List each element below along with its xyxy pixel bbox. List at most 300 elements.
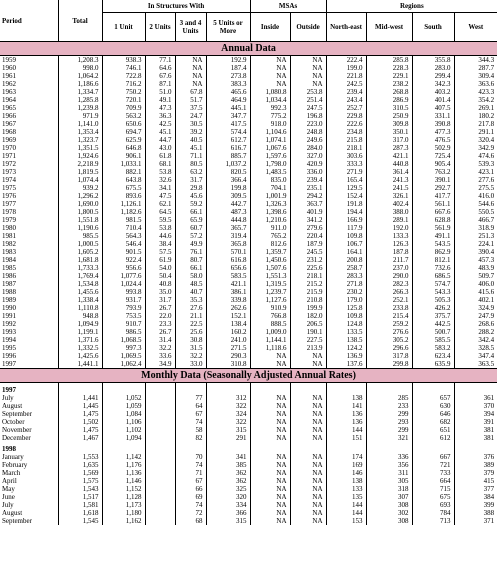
table-cell: 319.4 <box>206 232 250 240</box>
row-period: 1960 <box>2 64 16 72</box>
table-cell: 336 <box>366 453 412 461</box>
table-cell: 259.2 <box>366 320 412 328</box>
table-cell: 1,545 <box>58 517 102 525</box>
row-period: September <box>2 517 32 525</box>
table-cell: 539.3 <box>454 160 497 168</box>
table-cell: 23.3 <box>145 320 175 328</box>
table-cell: 239.4 <box>326 88 366 96</box>
table-cell: 363.6 <box>454 80 497 88</box>
table-cell: 299.4 <box>412 72 454 80</box>
table-cell: 211.7 <box>366 256 412 264</box>
table-row <box>0 501 497 509</box>
table-cell: 31.7 <box>145 296 175 304</box>
table-cell: 1,068.5 <box>102 336 145 344</box>
table-cell: 583.2 <box>412 344 454 352</box>
table-cell: 546.4 <box>102 240 145 248</box>
table-cell: 1,052 <box>102 394 145 402</box>
table-cell: 910.9 <box>250 304 290 312</box>
table-cell: 835.0 <box>250 176 290 184</box>
table-cell: 765.2 <box>250 232 290 240</box>
row-period: 1975 <box>2 184 16 192</box>
row-period: 1987 <box>2 280 16 288</box>
table-cell: 137.6 <box>326 360 366 369</box>
table-cell: 67 <box>175 477 206 485</box>
row-period: 1990 <box>2 304 16 312</box>
table-cell: 401.9 <box>290 208 326 216</box>
table-cell: 491.1 <box>412 232 454 240</box>
table-cell: 500.7 <box>412 328 454 336</box>
table-cell: NA <box>290 394 326 402</box>
table-cell: NA <box>290 509 326 517</box>
table-cell: 616.8 <box>206 256 250 264</box>
table-cell: NA <box>250 434 290 442</box>
table-cell: 54.0 <box>145 264 175 272</box>
table-cell: 423.3 <box>454 88 497 96</box>
header-south: South <box>412 13 454 42</box>
table-cell: 939.2 <box>58 184 102 192</box>
table-cell: 39.2 <box>175 128 206 136</box>
year-heading: 1998 <box>2 445 16 453</box>
table-cell: 440.8 <box>366 160 412 168</box>
table-cell: 68.1 <box>145 160 175 168</box>
table-row <box>0 352 497 360</box>
table-cell: 289.1 <box>366 216 412 224</box>
table-cell: 905.4 <box>412 160 454 168</box>
table-cell: 1,553 <box>58 453 102 461</box>
table-cell: 1,517 <box>58 493 102 501</box>
table-cell: 992.3 <box>250 104 290 112</box>
table-cell: 656.6 <box>206 264 250 272</box>
table-cell: 1,094 <box>102 434 145 442</box>
table-row <box>0 56 497 65</box>
table-cell: 309.8 <box>366 120 412 128</box>
table-cell: 135 <box>326 493 366 501</box>
table-cell: 72 <box>175 509 206 517</box>
row-period: 1970 <box>2 144 16 152</box>
table-cell: 26.7 <box>145 304 175 312</box>
table-cell: 268.6 <box>454 320 497 328</box>
row-period: January <box>2 453 24 461</box>
table-row <box>0 434 497 442</box>
table-cell: 76.1 <box>175 248 206 256</box>
header-west: West <box>454 13 497 42</box>
table-cell: 324.9 <box>454 304 497 312</box>
table-cell: 664 <box>412 477 454 485</box>
table-cell: 402.1 <box>454 296 497 304</box>
table-cell: 812.1 <box>412 256 454 264</box>
table-cell: 361.4 <box>366 168 412 176</box>
table-cell: 327.0 <box>290 152 326 160</box>
table-cell: 693 <box>412 501 454 509</box>
row-period: 1962 <box>2 80 16 88</box>
table-cell: 1,798.0 <box>250 160 290 168</box>
table-cell: 415.6 <box>454 288 497 296</box>
table-cell: 325 <box>206 485 250 493</box>
table-cell: 379 <box>454 469 497 477</box>
table-cell: 253.8 <box>290 88 326 96</box>
table-cell <box>145 402 175 410</box>
header-midwest: Mid-west <box>366 13 412 42</box>
table-cell: 646.8 <box>102 144 145 152</box>
table-row <box>0 208 497 216</box>
row-period: 1982 <box>2 240 16 248</box>
table-cell: 1,551.3 <box>250 272 290 280</box>
table-row <box>0 120 497 128</box>
table-cell: 307 <box>366 493 412 501</box>
header-in-structures-with: In Structures With <box>102 0 250 13</box>
table-cell: 322 <box>206 418 250 426</box>
table-cell: 210.8 <box>290 296 326 304</box>
table-body <box>0 42 497 526</box>
table-cell: 1,067.6 <box>250 144 290 152</box>
table-cell <box>145 469 175 477</box>
table-cell: 612.7 <box>206 136 250 144</box>
table-cell: 564.3 <box>102 232 145 240</box>
table-cell: 356 <box>366 461 412 469</box>
table-cell: 33.0 <box>175 360 206 369</box>
table-cell: 574.4 <box>206 128 250 136</box>
table-cell: 290.3 <box>206 352 250 360</box>
table-cell: 206.5 <box>290 320 326 328</box>
table-cell: 80.5 <box>175 160 206 168</box>
table-cell: 385 <box>206 461 250 469</box>
table-row <box>0 112 497 120</box>
table-cell: 1,323.7 <box>58 136 102 144</box>
table-cell: 421.1 <box>366 152 412 160</box>
table-cell: 242.5 <box>326 80 366 88</box>
table-row <box>0 216 497 224</box>
table-cell: 309.4 <box>454 72 497 80</box>
table-cell: NA <box>290 360 326 369</box>
table-cell: 40.5 <box>175 136 206 144</box>
table-cell: 40.7 <box>175 288 206 296</box>
table-cell: 199.9 <box>290 304 326 312</box>
table-cell: 64.5 <box>145 208 175 216</box>
table-cell: 233.8 <box>366 304 412 312</box>
table-cell: 1,173 <box>102 501 145 509</box>
table-cell: 31.5 <box>175 344 206 352</box>
table-cell: 146 <box>326 469 366 477</box>
table-cell: 287.7 <box>454 64 497 72</box>
table-cell <box>145 485 175 493</box>
table-cell: 60.7 <box>175 224 206 232</box>
row-period: December <box>2 434 31 442</box>
table-row <box>0 485 497 493</box>
table-cell: 371 <box>454 517 497 525</box>
table-cell: 282.3 <box>366 280 412 288</box>
table-cell: 221.8 <box>326 72 366 80</box>
table-row <box>0 402 497 410</box>
table-cell: 812.6 <box>250 240 290 248</box>
table-cell: 152.4 <box>326 192 366 200</box>
table-cell: 417.5 <box>206 120 250 128</box>
table-cell: 381 <box>454 426 497 434</box>
table-cell: NA <box>290 72 326 80</box>
table-cell: 386.1 <box>206 288 250 296</box>
table-cell: 1,351.5 <box>58 144 102 152</box>
table-cell: NA <box>290 352 326 360</box>
table-cell: NA <box>290 426 326 434</box>
table-cell: 222.4 <box>326 56 366 65</box>
table-cell: 1,551.8 <box>58 216 102 224</box>
table-cell: 164.1 <box>326 248 366 256</box>
row-period: 1978 <box>2 208 16 216</box>
table-cell: 986.5 <box>102 328 145 336</box>
table-cell: 623.4 <box>412 352 454 360</box>
table-cell: 406.0 <box>454 280 497 288</box>
table-cell: 230.2 <box>326 288 366 296</box>
table-cell: 362 <box>206 477 250 485</box>
row-period: 1984 <box>2 256 16 264</box>
table-cell: 229.8 <box>326 112 366 120</box>
table-cell: 370 <box>454 402 497 410</box>
table-cell: 820.5 <box>206 168 250 176</box>
table-cell: 136 <box>326 418 366 426</box>
table-row <box>0 184 497 192</box>
table-cell: 77.1 <box>145 56 175 65</box>
table-cell: 57.5 <box>145 248 175 256</box>
table-cell: 292.7 <box>412 184 454 192</box>
table-cell: 1,398.6 <box>250 208 290 216</box>
table-cell: 223.0 <box>290 120 326 128</box>
table-cell: 67.8 <box>175 88 206 96</box>
table-cell <box>145 394 175 402</box>
table-cell: 40.8 <box>145 280 175 288</box>
table-cell: 1,176 <box>102 461 145 469</box>
table-cell: 305.2 <box>366 336 412 344</box>
table-cell: 328.5 <box>454 344 497 352</box>
table-cell: NA <box>290 469 326 477</box>
table-cell: 152.1 <box>206 312 250 320</box>
table-cell: 284.0 <box>290 144 326 152</box>
table-row <box>0 453 497 461</box>
table-cell: 199.8 <box>206 184 250 192</box>
table-cell: 1,575 <box>58 477 102 485</box>
table-cell: 271.9 <box>326 168 366 176</box>
row-period: 1964 <box>2 96 16 104</box>
table-cell: 1,597.6 <box>250 152 290 160</box>
table-row <box>0 232 497 240</box>
table-cell: 239.4 <box>290 176 326 184</box>
table-cell: 1,467 <box>58 434 102 442</box>
table-cell: 1,353.4 <box>58 128 102 136</box>
table-cell: 80.7 <box>175 256 206 264</box>
table-cell: 252.1 <box>366 296 412 304</box>
table-cell: 643.8 <box>102 176 145 184</box>
table-cell: 1,162 <box>102 517 145 525</box>
table-cell: 67 <box>175 410 206 418</box>
table-cell: 220.4 <box>290 232 326 240</box>
table-cell: NA <box>290 418 326 426</box>
table-cell: 200.8 <box>326 256 366 264</box>
header-5-units-or-more: 5 Units or More <box>206 13 250 42</box>
table-cell: 1,182.6 <box>102 208 145 216</box>
table-cell: 238.2 <box>366 80 412 88</box>
table-row <box>0 344 497 352</box>
table-row <box>0 288 497 296</box>
table-cell: 1,180 <box>102 509 145 517</box>
table-cell: 347.7 <box>206 112 250 120</box>
table-cell: NA <box>250 453 290 461</box>
header-msas: MSAs <box>250 0 326 13</box>
table-cell: 138.4 <box>206 320 250 328</box>
table-row <box>0 410 497 418</box>
table-cell: 1,483.5 <box>250 168 290 176</box>
table-cell: NA <box>250 402 290 410</box>
table-cell: 285.8 <box>366 56 412 65</box>
table-cell: 66.1 <box>175 208 206 216</box>
table-cell: 442.7 <box>206 200 250 208</box>
table-cell: 1,534.8 <box>58 280 102 288</box>
table-cell: 288.2 <box>454 328 497 336</box>
table-cell: NA <box>290 64 326 72</box>
table-cell: 1,475 <box>58 410 102 418</box>
table-cell: 179.0 <box>326 296 366 304</box>
table-cell: 191.8 <box>326 200 366 208</box>
table-cell: 583.5 <box>206 272 250 280</box>
table-cell: 862.9 <box>412 248 454 256</box>
row-period: 1993 <box>2 328 16 336</box>
table-cell: 24.7 <box>175 112 206 120</box>
table-cell: 1,635 <box>58 461 102 469</box>
table-cell: 229.1 <box>366 72 412 80</box>
row-period: 1976 <box>2 192 16 200</box>
table-cell: 628.8 <box>412 216 454 224</box>
row-period: 1983 <box>2 248 16 256</box>
table-row <box>0 224 497 232</box>
table-cell: 651 <box>412 426 454 434</box>
table-cell: 299 <box>366 426 412 434</box>
table-cell: 477.3 <box>412 128 454 136</box>
table-cell: 1,800.5 <box>58 208 102 216</box>
table-cell: 334 <box>206 501 250 509</box>
table-cell: 299 <box>366 410 412 418</box>
table-cell: 1,074.4 <box>58 176 102 184</box>
table-cell: 550.5 <box>454 208 497 216</box>
table-cell: 217.8 <box>454 120 497 128</box>
table-cell: 228.3 <box>366 64 412 72</box>
table-cell: 585.5 <box>412 336 454 344</box>
row-period: 1963 <box>2 88 16 96</box>
table-cell: 350.1 <box>366 128 412 136</box>
table-cell: 233 <box>366 402 412 410</box>
table-cell: 50.4 <box>145 272 175 280</box>
table-cell: 320 <box>206 493 250 501</box>
table-cell: 342.9 <box>454 144 497 152</box>
table-cell: 69 <box>175 493 206 501</box>
table-cell: 196.8 <box>290 112 326 120</box>
table-cell: 1,059 <box>102 402 145 410</box>
table-cell: 375.7 <box>412 312 454 320</box>
table-cell: NA <box>250 352 290 360</box>
table-cell: 45.6 <box>175 192 206 200</box>
table-cell: 1,445 <box>58 402 102 410</box>
table-cell: 1,681.8 <box>58 256 102 264</box>
table-cell: 187.9 <box>290 240 326 248</box>
table-cell: 1,118.6 <box>250 344 290 352</box>
table-cell: 341 <box>206 453 250 461</box>
table-cell: 444.8 <box>206 216 250 224</box>
row-period: 1980 <box>2 224 16 232</box>
table-cell <box>145 434 175 442</box>
table-cell: 241.3 <box>366 176 412 184</box>
table-cell: 725.4 <box>412 152 454 160</box>
table-cell: NA <box>175 64 206 72</box>
table-row <box>0 144 497 152</box>
table-cell: 22.5 <box>175 320 206 328</box>
header-2-units: 2 Units <box>145 13 175 42</box>
table-cell: 1,034.4 <box>250 96 290 104</box>
table-cell: 215.9 <box>290 288 326 296</box>
table-cell: 544.6 <box>454 200 497 208</box>
table-cell: 377 <box>454 485 497 493</box>
table-cell: 716.2 <box>102 80 145 88</box>
row-period: 1981 <box>2 232 16 240</box>
table-cell: 136 <box>326 410 366 418</box>
table-cell: 715 <box>412 485 454 493</box>
header-northeast: North-east <box>326 13 366 42</box>
table-row <box>0 418 497 426</box>
table-cell: 635.9 <box>412 360 454 369</box>
table-cell: 317.8 <box>366 352 412 360</box>
table-cell: 383.3 <box>206 80 250 88</box>
table-cell: 381 <box>454 434 497 442</box>
table-row <box>0 192 497 200</box>
table-cell: 310.5 <box>366 104 412 112</box>
table-cell: 390.1 <box>412 176 454 184</box>
table-cell: 1,084 <box>102 410 145 418</box>
table-cell: 192.9 <box>206 56 250 65</box>
table-cell: NA <box>290 402 326 410</box>
table-row <box>0 128 497 136</box>
table-cell: NA <box>290 410 326 418</box>
table-cell: 543.5 <box>412 240 454 248</box>
table-cell: 1,569 <box>58 469 102 477</box>
table-cell: 391 <box>454 418 497 426</box>
table-cell: 1,190.6 <box>58 224 102 232</box>
table-row <box>0 80 497 88</box>
table-cell: 922.4 <box>102 256 145 264</box>
table-cell: 262.6 <box>206 304 250 312</box>
table-cell: 74 <box>175 418 206 426</box>
table-cell: 997.3 <box>102 344 145 352</box>
table-cell: 998.0 <box>58 64 102 72</box>
table-row <box>0 72 497 80</box>
row-period: 1977 <box>2 200 16 208</box>
row-period: October <box>2 418 25 426</box>
table-cell: 1,199.1 <box>58 328 102 336</box>
table-cell: 82 <box>175 434 206 442</box>
table-cell: 1,080.8 <box>250 88 290 96</box>
table-cell: 630 <box>412 402 454 410</box>
table-cell: 30.8 <box>175 336 206 344</box>
table-cell: 911.0 <box>250 224 290 232</box>
table-cell: 341.2 <box>290 216 326 224</box>
table-cell: 426.2 <box>412 304 454 312</box>
table-cell: 53.8 <box>145 168 175 176</box>
table-cell: 366.4 <box>206 176 250 184</box>
table-cell: NA <box>290 56 326 65</box>
table-cell: 106.7 <box>326 240 366 248</box>
row-period: 1986 <box>2 272 16 280</box>
table-cell: 243.4 <box>326 96 366 104</box>
table-row <box>0 136 497 144</box>
row-period: 1961 <box>2 72 16 80</box>
table-cell: 675 <box>412 493 454 501</box>
table-cell: 938.3 <box>102 56 145 65</box>
table-row <box>0 168 497 176</box>
table-cell: 667 <box>412 453 454 461</box>
